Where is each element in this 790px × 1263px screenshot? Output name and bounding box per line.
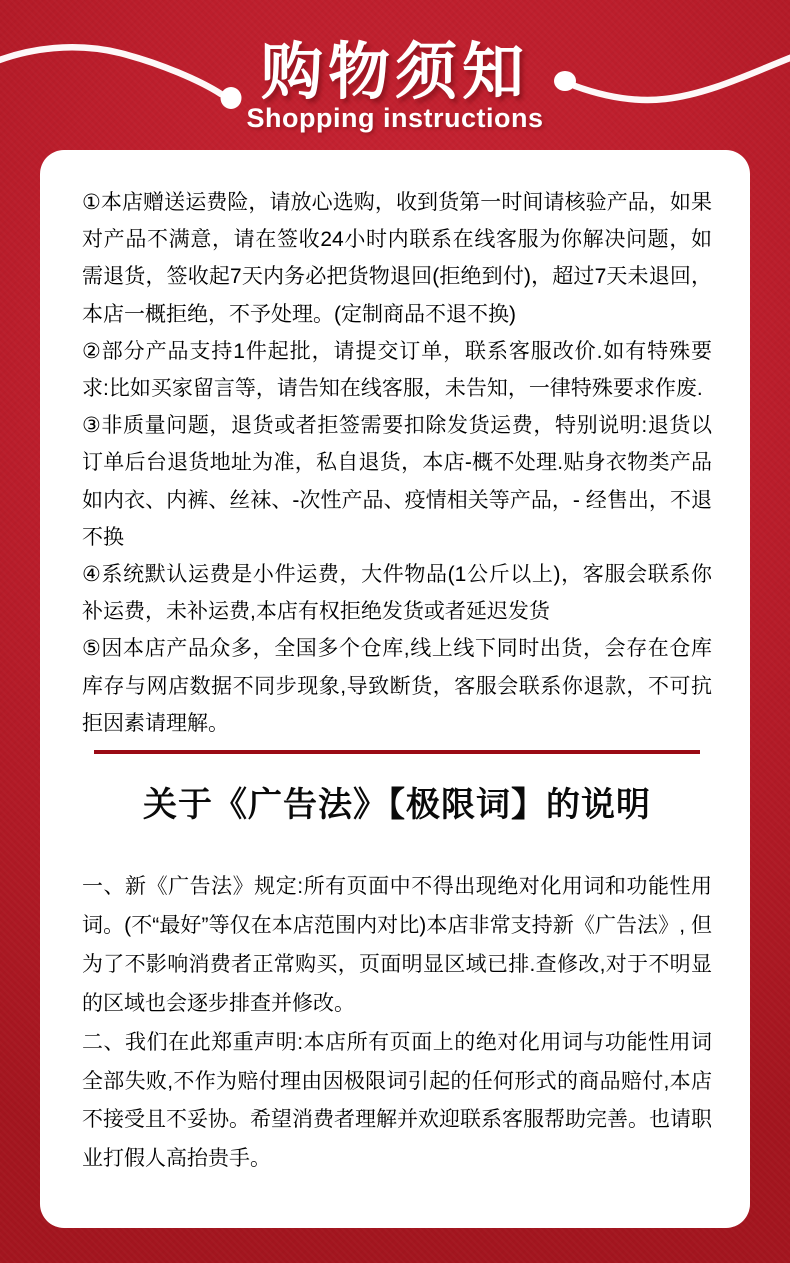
law-section-heading: 关于《广告法》【极限词】的说明 xyxy=(143,786,651,825)
header xyxy=(0,0,790,150)
notice-item-5: ⑤因本店产品众多，全国多个仓库,线上线下同时出货，会存在仓库库存与网店数据不同步现象,导致断货，客服会联系你退款，不可抗拒因素请理解。 xyxy=(82,637,712,735)
section-divider xyxy=(94,750,700,754)
law-section-body xyxy=(82,868,712,1179)
page-subtitle: Shopping instructions xyxy=(246,103,544,133)
notice-item-1: ①本店赠送运费险，请放心选购，收到货第一时间请核验产品，如果对产品不满意，请在签收24小时内联系在线客服为你解决问题，如需退货，签收起7天内务必把货物退回(拒绝到付)，超过7天未退回，本店一概拒绝，不予处理。(定制商品不退不换) xyxy=(82,191,712,326)
notice-card xyxy=(40,150,750,1228)
page-title: 购物须知 xyxy=(260,38,529,107)
shopping-notice-list xyxy=(82,184,712,742)
law-paragraph-2: 二、我们在此郑重声明:本店所有页面上的绝对化用词与功能性用词全部失败,不作为赔付理由因极限词引起的任何形式的商品赔付,本店不接受且不妥协。希望消费者理解并欢迎联系客服帮助完善。也请职业打假人高抬贵手。 xyxy=(82,1030,712,1171)
law-paragraph-1: 一、新《广告法》规定:所有页面中不得出现绝对化用词和功能性用词。(不“最好”等仅在本店范围内对比)本店非常支持新《广告法》, 但为了不影响消费者正常购买，页面明显区域已排.查修改,对于不明显的区域也会逐步排查并修改。 xyxy=(82,875,712,1015)
notice-item-4: ④系统默认运费是小件运费，大件物品(1公斤以上)，客服会联系你补运费，未补运费,本店有权拒绝发货或者延迟发货 xyxy=(82,563,712,624)
notice-item-2: ②部分产品支持1件起批，请提交订单，联系客服改价.如有特殊要求:比如买家留言等，请告知在线客服，未告知，一律特殊要求作废. xyxy=(82,339,712,401)
notice-item-3: ③非质量问题，退货或者拒签需要扣除发货运费，特别说明:退货以订单后台退货地址为准，私自退货，本店-概不处理.贴身衣物类产品如内衣、内裤、丝袜、-次性产品、疫情相关等产品，- 经售出，不退不换 xyxy=(82,414,712,549)
